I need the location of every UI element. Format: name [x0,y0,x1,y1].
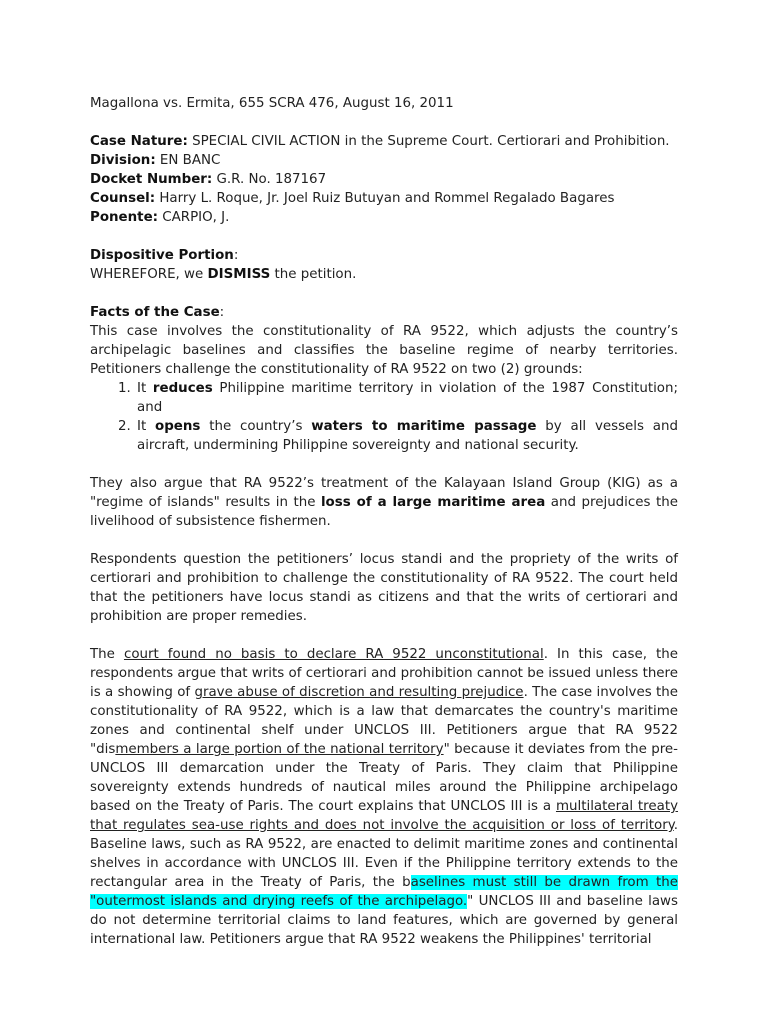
counsel-value: Harry L. Roque, Jr. Joel Ruiz Butuyan and Rommel Regalado Bagares [155,191,615,206]
underlined-text: multilateral treaty that regulates sea-use rights and does not involve the acquisition or loss of territory [90,799,679,833]
spacer [90,626,678,645]
case-nature-label: Case Nature: [90,134,188,149]
division-value: EN BANC [155,153,221,168]
docket-number-label: Docket Number: [90,172,213,187]
spacer [90,284,678,303]
division-label: Division: [90,153,156,168]
kig-paragraph: They also argue that RA 9522’s treatment of the Kalayaan Island Group (KIG) as a "regime of islands" results in the loss of a large maritime area and prejudices the livelihood of subsistence fishermen. [90,476,678,529]
docket-number-value: G.R. No. 187167 [212,172,327,187]
case-nature [90,132,678,151]
ponente [90,208,678,227]
underlined-text: grave abuse of discretion and resulting prejudice [194,685,524,700]
spacer [90,455,678,474]
division [90,151,678,170]
docket-number [90,170,678,189]
court-ruling-paragraph: The court found no basis to declare RA 9522 unconstitutional. In this case, the respondents argue that writs of certiorari and prohibition cannot be issued unless there is a showing of grave abuse of discretion and resulting prejudice. The case involves the constitutionality of RA 9522, which is a law that demarcates the country's maritime zones and continental shelf under UNCLOS III. Petitioners argue that RA 9522 "dismembers a large portion of the national territory" because it deviates from the pre-UNCLOS III demarcation under the Treaty of Paris. They claim that Philippine sovereignty extends hundreds of nautical miles around the Philippine archipelago based on the Treaty of Paris. The court explains that UNCLOS III is a multilateral treaty that regulates sea-use rights and does not involve the acquisition or loss of territory. Baseline laws, such as RA 9522, are enacted to delimit maritime zones and continental shelves in accordance with UNCLOS III. Even if the Philippine territory extends to the rectangular area in the Treaty of Paris, the baselines must still be drawn from the "outermost islands and drying reefs of the archipelago." UNCLOS III and baseline laws do not determine territorial claims to land features, which are governed by general international law. Petitioners argue that RA 9522 weakens the Philippines' territorial [90,647,679,947]
locus-standi-paragraph: Respondents question the petitioners’ locus standi and the propriety of the writs of certiorari and prohibition to challenge the constitutionality of RA 9522. The court held that the petitioners have locus standi as citizens and that the writs of certiorari and prohibition are proper remedies. [90,552,678,624]
counsel [90,189,678,208]
spacer [90,113,678,132]
dispositive-text: WHEREFORE, we DISMISS the petition. [90,267,357,282]
counsel-label: Counsel: [90,191,156,206]
case-title: Magallona vs. Ermita, 655 SCRA 476, August 16, 2011 [90,96,454,111]
underlined-text: members a large portion of the national territory [115,742,444,757]
list-item: 1. It reduces Philippine maritime territory in violation of the 1987 Constitution; and [135,379,678,417]
dispositive-heading: Dispositive Portion: [90,248,239,263]
highlighted-text: aselines must still be drawn from the "outermost islands and drying reefs of the archipelago. [90,875,678,909]
grounds-list [90,379,678,455]
case-nature-value: SPECIAL CIVIL ACTION in the Supreme Court. Certiorari and Prohibition. [187,134,670,149]
spacer [90,227,678,246]
ponente-label: Ponente: [90,210,158,225]
spacer [90,531,678,550]
underlined-text: court found no basis to declare RA 9522 unconstitutional [123,647,544,662]
facts-heading: Facts of the Case: [90,305,225,320]
list-item: 2. It opens the country’s waters to maritime passage by all vessels and aircraft, undermining Philippine sovereignty and national security. [135,417,678,455]
ponente-value: CARPIO, J. [158,210,230,225]
facts-intro: This case involves the constitutionality of RA 9522, which adjusts the country’s archipelagic baselines and classifies the baseline regime of nearby territories. Petitioners challenge the constitutionality of RA 9522 on two (2) grounds: [90,324,678,377]
